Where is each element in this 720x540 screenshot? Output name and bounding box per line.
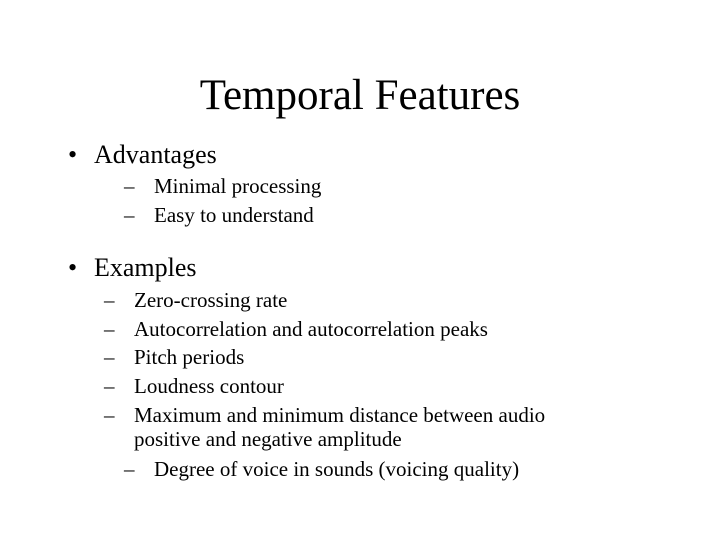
dash-mark: – <box>104 317 115 341</box>
sub-item-text: Minimal processing <box>154 174 322 198</box>
sub-item <box>124 174 321 198</box>
dash-mark: – <box>124 203 135 227</box>
sub-item <box>104 374 284 398</box>
dash-mark: – <box>104 403 115 427</box>
sub-item-text: Pitch periods <box>134 345 245 369</box>
bullet-mark: • <box>68 140 78 169</box>
sub-item <box>104 317 488 341</box>
bullet-mark: • <box>68 253 78 282</box>
sub-item-text-continued: positive and negative amplitude <box>134 427 402 451</box>
dash-mark: – <box>104 288 115 312</box>
sub-item-text: Maximum and minimum distance between audio <box>134 403 546 427</box>
sub-item-text: Autocorrelation and autocorrelation peaks <box>134 317 488 341</box>
dash-mark: – <box>104 345 115 369</box>
sub-item-text: Loudness contour <box>134 374 284 398</box>
sub-item <box>124 203 314 227</box>
dash-mark: – <box>124 457 135 481</box>
sub-item-text: Degree of voice in sounds (voicing quality) <box>154 457 520 481</box>
sub-item <box>104 288 287 312</box>
sub-item-text: Zero-crossing rate <box>134 288 288 312</box>
bullet-advantages <box>68 140 217 170</box>
sub-item <box>104 345 244 369</box>
dash-mark: – <box>124 174 135 198</box>
sub-item-text: Easy to understand <box>154 203 314 227</box>
bullet-heading: Advantages <box>94 140 217 169</box>
bullet-examples <box>68 253 197 283</box>
bullet-heading: Examples <box>94 253 197 282</box>
dash-mark: – <box>104 374 115 398</box>
slide-title: Temporal Features <box>199 72 521 119</box>
sub-item <box>104 403 545 451</box>
sub-item <box>124 457 519 481</box>
